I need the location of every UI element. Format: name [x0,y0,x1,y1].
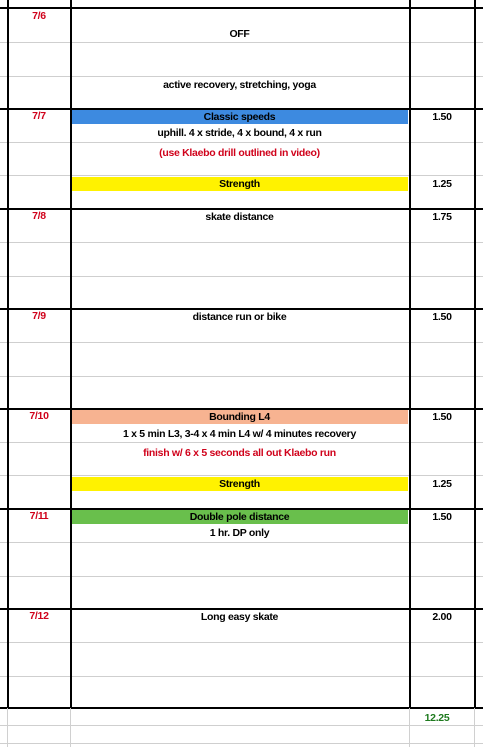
day-date: 7/9 [32,310,46,322]
day-date: 7/10 [29,410,49,422]
day-date: 7/11 [29,510,49,522]
activity-title: Strength [219,178,260,190]
grid-column-line [7,708,8,747]
grid-column-line [409,708,410,747]
activity-hours: 1.75 [432,211,452,223]
grid-column-line [70,0,72,708]
activity-hours: 2.00 [432,611,452,623]
activity-note: (use Klaebo drill outlined in video) [159,147,320,159]
grid-column-line [409,0,411,708]
total-hours: 12.25 [424,712,450,724]
activity-title: Strength [219,478,260,490]
activity-text: 1 x 5 min L3, 3-4 x 4 min L4 w/ 4 minutes recovery [122,428,357,440]
grid-column-line [474,0,476,708]
grid-column-line [70,708,71,747]
activity-text: distance run or bike [192,311,287,323]
activity-text: Long easy skate [200,611,279,623]
grid-column-line [474,708,475,747]
activity-text: active recovery, stretching, yoga [163,79,316,91]
activity-text: OFF [229,28,250,40]
grid-row-line [0,725,483,726]
activity-hours: 1.25 [432,178,452,190]
activity-text: 1 hr. DP only [209,527,270,539]
activity-text: uphill. 4 x stride, 4 x bound, 4 x run [157,127,322,139]
day-date: 7/12 [29,610,49,622]
activity-note: finish w/ 6 x 5 seconds all out Klaebo run [143,447,336,459]
activity-title: Bounding L4 [209,411,270,423]
activity-hours: 1.25 [432,478,452,490]
day-date: 7/6 [32,10,46,22]
activity-hours: 1.50 [432,511,452,523]
day-date: 7/8 [32,210,46,222]
activity-text: skate distance [205,211,274,223]
activity-title: Classic speeds [203,111,276,123]
activity-title: Double pole distance [189,511,290,523]
grid-column-line [7,0,9,708]
activity-hours: 1.50 [432,111,452,123]
day-date: 7/7 [32,110,46,122]
grid-row-line [0,743,483,744]
activity-hours: 1.50 [432,411,452,423]
activity-hours: 1.50 [432,311,452,323]
